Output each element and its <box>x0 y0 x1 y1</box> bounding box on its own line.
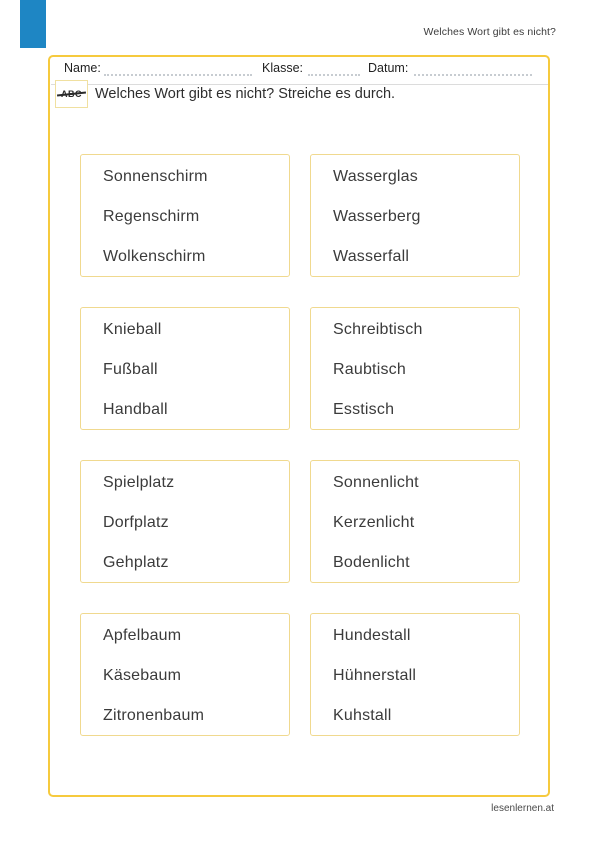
word-option[interactable]: Wasserglas <box>333 168 418 185</box>
word-option[interactable]: Regenschirm <box>103 208 200 225</box>
word-box-8 <box>310 613 520 736</box>
date-label: Datum: <box>368 61 409 75</box>
word-option[interactable]: Schreibtisch <box>333 321 423 338</box>
word-box-6 <box>310 460 520 583</box>
word-option[interactable]: Handball <box>103 401 168 418</box>
word-box-5 <box>80 460 290 583</box>
word-option[interactable]: Käsebaum <box>103 667 182 684</box>
word-option[interactable]: Bodenlicht <box>333 554 410 571</box>
abc-strikethrough-icon <box>55 80 88 108</box>
word-option[interactable]: Spielplatz <box>103 474 175 491</box>
word-option[interactable]: Sonnenlicht <box>333 474 419 491</box>
word-option[interactable]: Kuhstall <box>333 707 392 724</box>
word-option[interactable]: Dorfplatz <box>103 514 169 531</box>
class-label: Klasse: <box>262 61 303 75</box>
word-option[interactable]: Hühnerstall <box>333 667 417 684</box>
word-option[interactable]: Wasserfall <box>333 248 410 265</box>
word-box-3 <box>80 307 290 430</box>
word-option[interactable]: Sonnenschirm <box>103 168 208 185</box>
word-option[interactable]: Fußball <box>103 361 158 378</box>
word-option[interactable]: Knieball <box>103 321 162 338</box>
word-box-2 <box>310 154 520 277</box>
word-option[interactable]: Hundestall <box>333 627 411 644</box>
document-title: Welches Wort gibt es nicht? <box>423 26 556 38</box>
name-fill-in-line[interactable] <box>104 61 252 76</box>
word-option[interactable]: Esstisch <box>333 401 395 418</box>
word-option[interactable]: Zitronenbaum <box>103 707 205 724</box>
header-divider <box>51 84 548 85</box>
word-option[interactable]: Gehplatz <box>103 554 169 571</box>
word-box-7 <box>80 613 290 736</box>
word-option[interactable]: Wolkenschirm <box>103 248 206 265</box>
word-box-4 <box>310 307 520 430</box>
name-label: Name: <box>64 61 101 75</box>
date-fill-in-line[interactable] <box>414 61 532 76</box>
footer-website: lesenlernen.at <box>491 803 554 814</box>
word-option[interactable]: Kerzenlicht <box>333 514 415 531</box>
brand-accent-bar <box>20 0 46 48</box>
word-box-1 <box>80 154 290 277</box>
instruction-text: Welches Wort gibt es nicht? Streiche es durch. <box>95 86 396 102</box>
word-option[interactable]: Raubtisch <box>333 361 406 378</box>
word-option[interactable]: Wasserberg <box>333 208 421 225</box>
class-fill-in-line[interactable] <box>308 61 360 76</box>
word-grid <box>80 154 520 736</box>
word-option[interactable]: Apfelbaum <box>103 627 182 644</box>
